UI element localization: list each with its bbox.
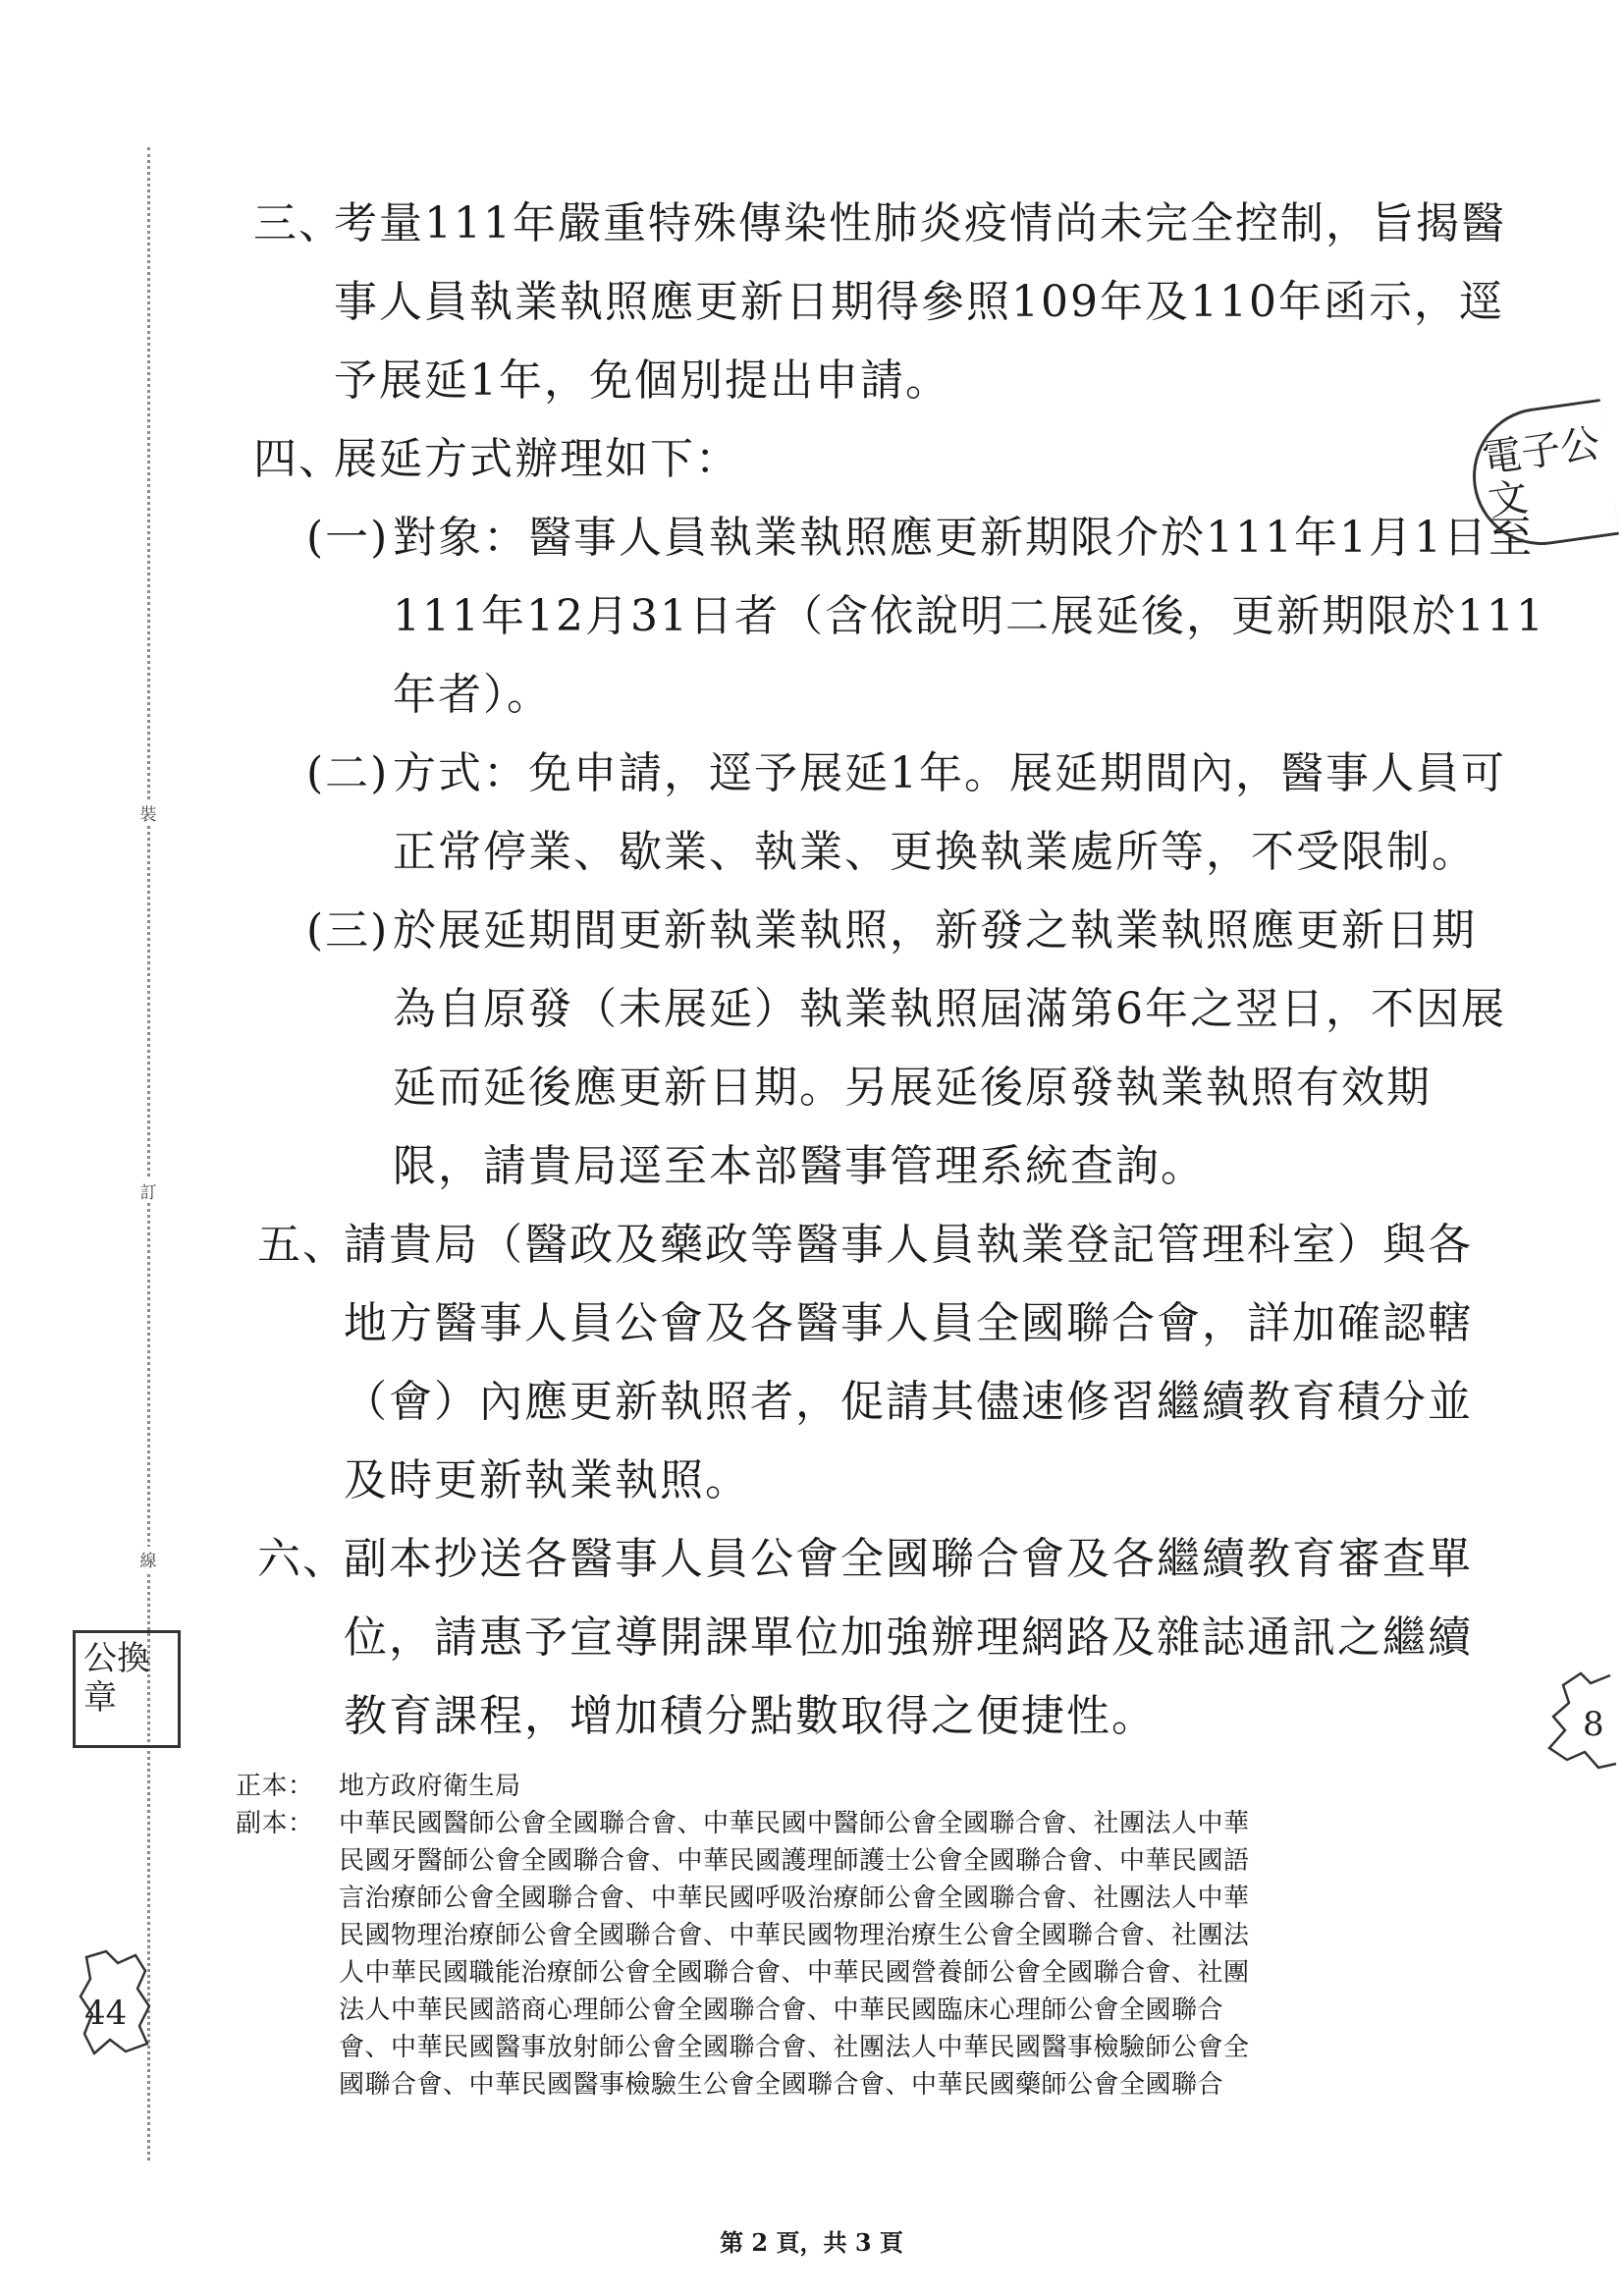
original-recipient-label: 正本： [236, 1772, 314, 1801]
page-mark-right: 8 [1583, 1705, 1604, 1744]
copy-line-2: 民國牙醫師公會全國聯合會、中華民國護理師護士公會全國聯合會、中華民國語 [339, 1846, 1250, 1876]
item-3-marker: 三、 [253, 198, 344, 248]
copy-recipient-label: 副本： [236, 1809, 314, 1838]
copy-line-7: 會、中華民國醫事放射師公會全國聯合會、社團法人中華民國醫事檢驗師公會全 [339, 2033, 1250, 2062]
subitem-3-line-2: 為自原發（未展延）執業執照屆滿第6年之翌日，不因展 [393, 984, 1506, 1034]
copy-line-4: 民國物理治療師公會全國聯合會、中華民國物理治療生公會全國聯合會、社團法 [339, 1921, 1250, 1950]
item-4-line-1: 展延方式辦理如下： [334, 434, 740, 484]
subitem-2-marker: (二) [306, 748, 390, 798]
subitem-3-line-1: 於展延期間更新執業執照，新發之執業執照應更新日期 [393, 905, 1477, 956]
seal-stamp-left: 公換章 [73, 1630, 181, 1748]
binding-dotted-line [147, 147, 150, 2160]
item-5-line-4: 及時更新執業執照。 [344, 1455, 750, 1505]
item-5-line-2: 地方醫事人員公會及各醫事人員全國聯合會，詳加確認轄 [344, 1298, 1473, 1348]
copy-line-3: 言治療師公會全國聯合會、中華民國呼吸治療師公會全國聯合會、社團法人中華 [339, 1884, 1250, 1913]
copy-line-8: 國聯合會、中華民國醫事檢驗生公會全國聯合會、中華民國藥師公會全國聯合 [339, 2070, 1224, 2100]
binding-mark-ding: 訂 [135, 1178, 162, 1203]
item-4-marker: 四、 [253, 434, 344, 484]
original-recipient-value: 地方政府衛生局 [339, 1772, 521, 1801]
torn-seal-right-icon [1542, 1669, 1620, 1777]
electronic-document-stamp: 電子公文 [1464, 399, 1619, 554]
subitem-1-line-3: 年者）。 [393, 670, 552, 720]
copy-line-1: 中華民國醫師公會全國聯合會、中華民國中醫師公會全國聯合會、社團法人中華 [339, 1809, 1250, 1838]
subitem-2-line-2: 正常停業、歇業、執業、更換執業處所等，不受限制。 [393, 827, 1477, 877]
subitem-2-line-1: 方式：免申請，逕予展延1年。展延期間內，醫事人員可 [393, 748, 1506, 798]
page-mark-left: 44 [84, 1994, 128, 2033]
item-6-line-3: 教育課程，增加積分點數取得之便捷性。 [344, 1691, 1157, 1741]
item-5-line-3: （會）內應更新執照者，促請其儘速修習繼續教育積分並 [344, 1377, 1473, 1427]
binding-mark-zhuang: 裝 [135, 800, 162, 825]
item-6-line-1: 副本抄送各醫事人員公會全國聯合會及各繼續教育審查單 [344, 1534, 1473, 1584]
page-number-footer: 第 2 頁，共 3 頁 [720, 2228, 903, 2257]
copy-line-6: 法人中華民國諮商心理師公會全國聯合會、中華民國臨床心理師公會全國聯合 [339, 1995, 1224, 2025]
item-3-line-1: 考量111年嚴重特殊傳染性肺炎疫情尚未完全控制，旨揭醫 [334, 198, 1506, 248]
subitem-3-marker: (三) [306, 905, 390, 956]
item-6-marker: 六、 [257, 1534, 348, 1584]
copy-line-5: 人中華民國職能治療師公會全國聯合會、中華民國營養師公會全國聯合會、社團 [339, 1958, 1250, 1988]
subitem-1-line-1: 對象：醫事人員執業執照應更新期限介於111年1月1日至 [393, 513, 1534, 563]
subitem-3-line-4: 限，請貴局逕至本部醫事管理系統查詢。 [393, 1141, 1206, 1191]
binding-mark-xian: 線 [135, 1547, 162, 1571]
subitem-1-line-2: 111年12月31日者（含依說明二展延後，更新期限於111 [393, 591, 1545, 641]
item-5-line-1: 請貴局（醫政及藥政等醫事人員執業登記管理科室）與各 [344, 1220, 1473, 1270]
subitem-1-marker: (一) [306, 513, 390, 563]
item-3-line-2: 事人員執業執照應更新日期得參照109年及110年函示，逕 [334, 277, 1504, 327]
item-3-line-3: 予展延1年，免個別提出申請。 [334, 355, 950, 406]
item-5-marker: 五、 [257, 1220, 348, 1270]
subitem-3-line-3: 延而延後應更新日期。另展延後原發執業執照有效期 [393, 1063, 1432, 1113]
item-6-line-2: 位，請惠予宣導開課單位加強辦理網路及雜誌通訊之繼續 [344, 1613, 1473, 1663]
